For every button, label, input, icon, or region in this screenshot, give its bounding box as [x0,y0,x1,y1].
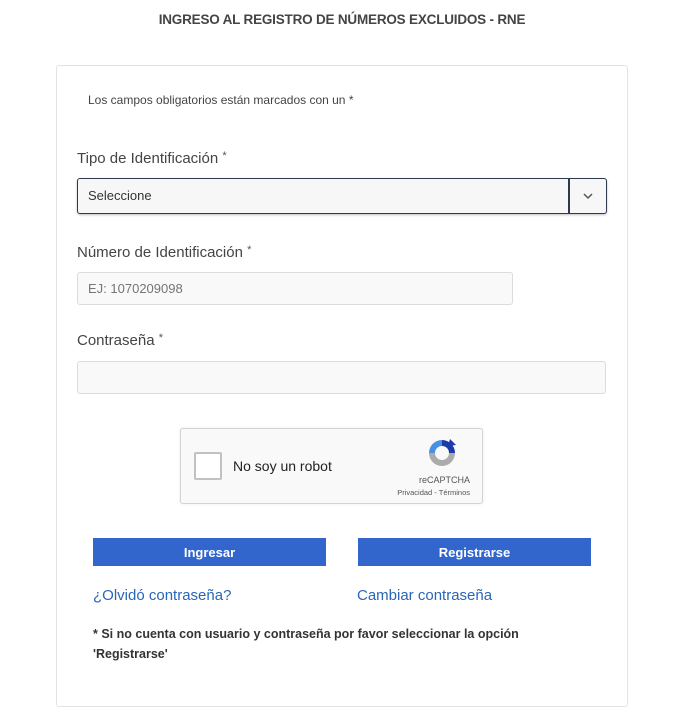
recaptcha-brand: reCAPTCHA [418,475,470,485]
id-number-label-text: Número de Identificación [77,244,243,261]
recaptcha-label: No soy un robot [233,458,332,474]
password-label-text: Contraseña [77,332,155,349]
recaptcha-widget [180,428,483,504]
id-number-input[interactable] [77,272,513,305]
dropdown-toggle[interactable] [568,179,606,213]
id-type-selected-value: Seleccione [88,188,152,203]
required-fields-note: Los campos obligatorios están marcados con un * [88,93,354,107]
login-button[interactable]: Ingresar [93,538,326,566]
id-number-label [77,244,251,261]
required-mark: * [222,150,227,162]
required-mark: * [158,332,164,344]
id-type-label [77,150,227,167]
password-label [77,332,163,349]
recaptcha-logo-icon [426,437,458,469]
id-type-label-text: Tipo de Identificación [77,150,219,167]
password-input[interactable] [77,361,606,394]
page-title: INGRESO AL REGISTRO DE NÚMEROS EXCLUIDOS - RNE [158,12,526,27]
id-type-select[interactable] [77,178,607,214]
forgot-password-link[interactable]: ¿Olvidó contraseña? [93,587,232,604]
required-mark: * [247,244,252,256]
login-card [56,65,628,707]
register-button[interactable]: Registrarse [358,538,591,566]
chevron-down-icon [582,192,594,200]
change-password-link[interactable]: Cambiar contraseña [357,587,493,604]
recaptcha-checkbox[interactable] [194,452,222,480]
registration-footnote: * Si no cuenta con usuario y contraseña por favor seleccionar la opción 'Registrarse' [93,627,519,661]
recaptcha-privacy-terms-links[interactable]: Privacidad - Términos [397,488,470,497]
